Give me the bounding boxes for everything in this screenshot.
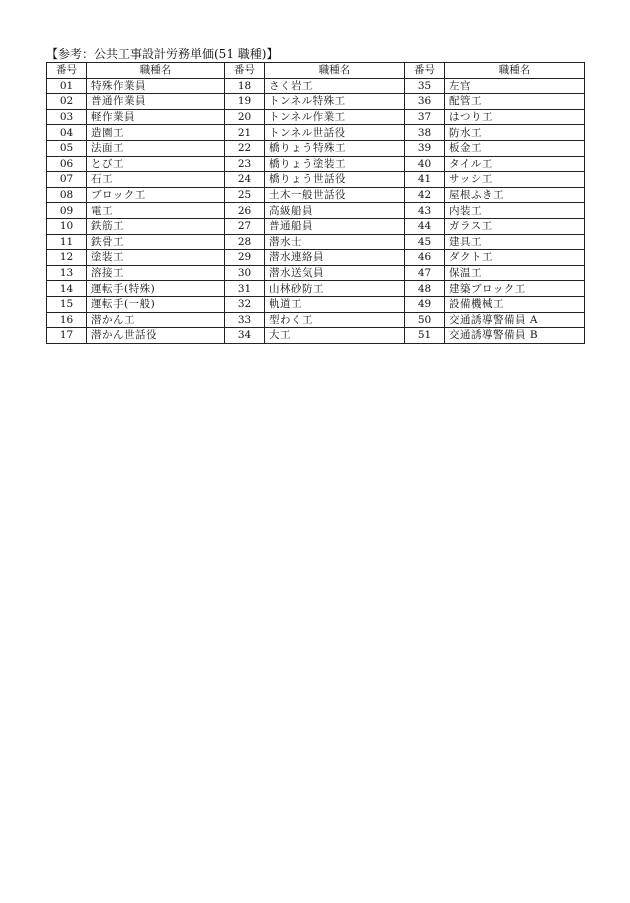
job-number-cell: 16 [47, 312, 87, 328]
job-number-cell: 40 [405, 156, 445, 172]
job-name-cell: 保温工 [445, 265, 585, 281]
job-name-cell: 潜かん工 [87, 312, 225, 328]
job-number-cell: 49 [405, 296, 445, 312]
job-name-cell: ブロック工 [87, 187, 225, 203]
job-number-cell: 31 [225, 281, 265, 297]
table-row [47, 312, 585, 328]
header-number: 番号 [47, 63, 87, 79]
table-row [47, 250, 585, 266]
job-name-cell: ダクト工 [445, 250, 585, 266]
job-name-cell: 鉄筋工 [87, 218, 225, 234]
job-name-cell: 電工 [87, 203, 225, 219]
job-number-cell: 45 [405, 234, 445, 250]
job-number-cell: 27 [225, 218, 265, 234]
job-number-cell: 42 [405, 187, 445, 203]
job-number-cell: 24 [225, 172, 265, 188]
job-number-cell: 05 [47, 140, 87, 156]
job-name-cell: タイル工 [445, 156, 585, 172]
table-row [47, 265, 585, 281]
job-number-cell: 30 [225, 265, 265, 281]
job-number-cell: 46 [405, 250, 445, 266]
job-name-cell: 軌道工 [265, 296, 405, 312]
job-number-cell: 25 [225, 187, 265, 203]
job-number-cell: 41 [405, 172, 445, 188]
job-name-cell: 潜水連絡員 [265, 250, 405, 266]
job-name-cell: トンネル特殊工 [265, 94, 405, 110]
job-number-cell: 18 [225, 78, 265, 94]
job-name-cell: 交通誘導警備員 B [445, 328, 585, 344]
job-name-cell: 鉄骨工 [87, 234, 225, 250]
job-number-cell: 28 [225, 234, 265, 250]
table-row [47, 187, 585, 203]
job-name-cell: 造園工 [87, 125, 225, 141]
job-name-cell: サッシ工 [445, 172, 585, 188]
table-row [47, 140, 585, 156]
job-number-cell: 29 [225, 250, 265, 266]
job-number-cell: 36 [405, 94, 445, 110]
table-body [47, 78, 585, 343]
job-name-cell: 交通誘導警備員 A [445, 312, 585, 328]
job-name-cell: 板金工 [445, 140, 585, 156]
job-name-cell: はつり工 [445, 109, 585, 125]
table-row [47, 328, 585, 344]
job-name-cell: とび工 [87, 156, 225, 172]
job-number-cell: 17 [47, 328, 87, 344]
job-name-cell: 運転手(特殊) [87, 281, 225, 297]
job-name-cell: 防水工 [445, 125, 585, 141]
table-row [47, 78, 585, 94]
table-header-row [47, 63, 585, 79]
job-name-cell: 土木一般世話役 [265, 187, 405, 203]
header-job-name: 職種名 [265, 63, 405, 79]
page-title: 【参考：公共工事設計労務単価(51 職種)】 [46, 47, 279, 61]
table-row [47, 109, 585, 125]
job-number-cell: 04 [47, 125, 87, 141]
job-name-cell: 普通船員 [265, 218, 405, 234]
job-name-cell: 建具工 [445, 234, 585, 250]
job-name-cell: 軽作業員 [87, 109, 225, 125]
table-row [47, 156, 585, 172]
job-number-cell: 32 [225, 296, 265, 312]
header-job-name: 職種名 [87, 63, 225, 79]
table-row [47, 203, 585, 219]
table-row [47, 125, 585, 141]
job-number-cell: 35 [405, 78, 445, 94]
job-name-cell: 屋根ふき工 [445, 187, 585, 203]
job-number-cell: 47 [405, 265, 445, 281]
job-number-cell: 34 [225, 328, 265, 344]
job-name-cell: 橋りょう塗装工 [265, 156, 405, 172]
job-number-cell: 21 [225, 125, 265, 141]
job-number-cell: 03 [47, 109, 87, 125]
header-job-name: 職種名 [445, 63, 585, 79]
job-number-cell: 19 [225, 94, 265, 110]
job-name-cell: 潜かん世話役 [87, 328, 225, 344]
job-name-cell: 運転手(一般) [87, 296, 225, 312]
job-name-cell: 法面工 [87, 140, 225, 156]
job-name-cell: トンネル世話役 [265, 125, 405, 141]
job-number-cell: 12 [47, 250, 87, 266]
header-number: 番号 [405, 63, 445, 79]
job-name-cell: 型わく工 [265, 312, 405, 328]
job-name-cell: ガラス工 [445, 218, 585, 234]
job-name-cell: 特殊作業員 [87, 78, 225, 94]
job-number-cell: 02 [47, 94, 87, 110]
job-number-cell: 39 [405, 140, 445, 156]
job-name-cell: 山林砂防工 [265, 281, 405, 297]
table-row [47, 234, 585, 250]
job-name-cell: 橋りょう特殊工 [265, 140, 405, 156]
job-name-cell: 左官 [445, 78, 585, 94]
job-number-cell: 13 [47, 265, 87, 281]
table-row [47, 94, 585, 110]
table-row [47, 218, 585, 234]
job-name-cell: 配管工 [445, 94, 585, 110]
job-number-cell: 50 [405, 312, 445, 328]
job-name-cell: さく岩工 [265, 78, 405, 94]
job-number-cell: 15 [47, 296, 87, 312]
job-name-cell: 橋りょう世話役 [265, 172, 405, 188]
job-name-cell: 内装工 [445, 203, 585, 219]
job-name-cell: トンネル作業工 [265, 109, 405, 125]
job-number-cell: 20 [225, 109, 265, 125]
table-row [47, 281, 585, 297]
job-number-cell: 23 [225, 156, 265, 172]
job-name-cell: 溶接工 [87, 265, 225, 281]
job-name-cell: 高級船員 [265, 203, 405, 219]
job-name-cell: 石工 [87, 172, 225, 188]
table-row [47, 296, 585, 312]
job-number-cell: 10 [47, 218, 87, 234]
job-number-cell: 38 [405, 125, 445, 141]
job-number-cell: 06 [47, 156, 87, 172]
job-number-cell: 44 [405, 218, 445, 234]
job-number-cell: 33 [225, 312, 265, 328]
job-number-cell: 48 [405, 281, 445, 297]
job-number-cell: 26 [225, 203, 265, 219]
job-name-cell: 大工 [265, 328, 405, 344]
job-number-cell: 22 [225, 140, 265, 156]
job-number-cell: 37 [405, 109, 445, 125]
job-number-cell: 01 [47, 78, 87, 94]
job-name-cell: 建築ブロック工 [445, 281, 585, 297]
job-number-cell: 14 [47, 281, 87, 297]
header-number: 番号 [225, 63, 265, 79]
job-number-cell: 07 [47, 172, 87, 188]
job-number-cell: 08 [47, 187, 87, 203]
job-name-cell: 塗装工 [87, 250, 225, 266]
job-name-cell: 潜水士 [265, 234, 405, 250]
job-number-cell: 11 [47, 234, 87, 250]
job-number-cell: 51 [405, 328, 445, 344]
table-row [47, 172, 585, 188]
job-name-cell: 設備機械工 [445, 296, 585, 312]
job-number-cell: 09 [47, 203, 87, 219]
job-type-table [46, 62, 585, 344]
job-name-cell: 普通作業員 [87, 94, 225, 110]
job-name-cell: 潜水送気員 [265, 265, 405, 281]
job-number-cell: 43 [405, 203, 445, 219]
